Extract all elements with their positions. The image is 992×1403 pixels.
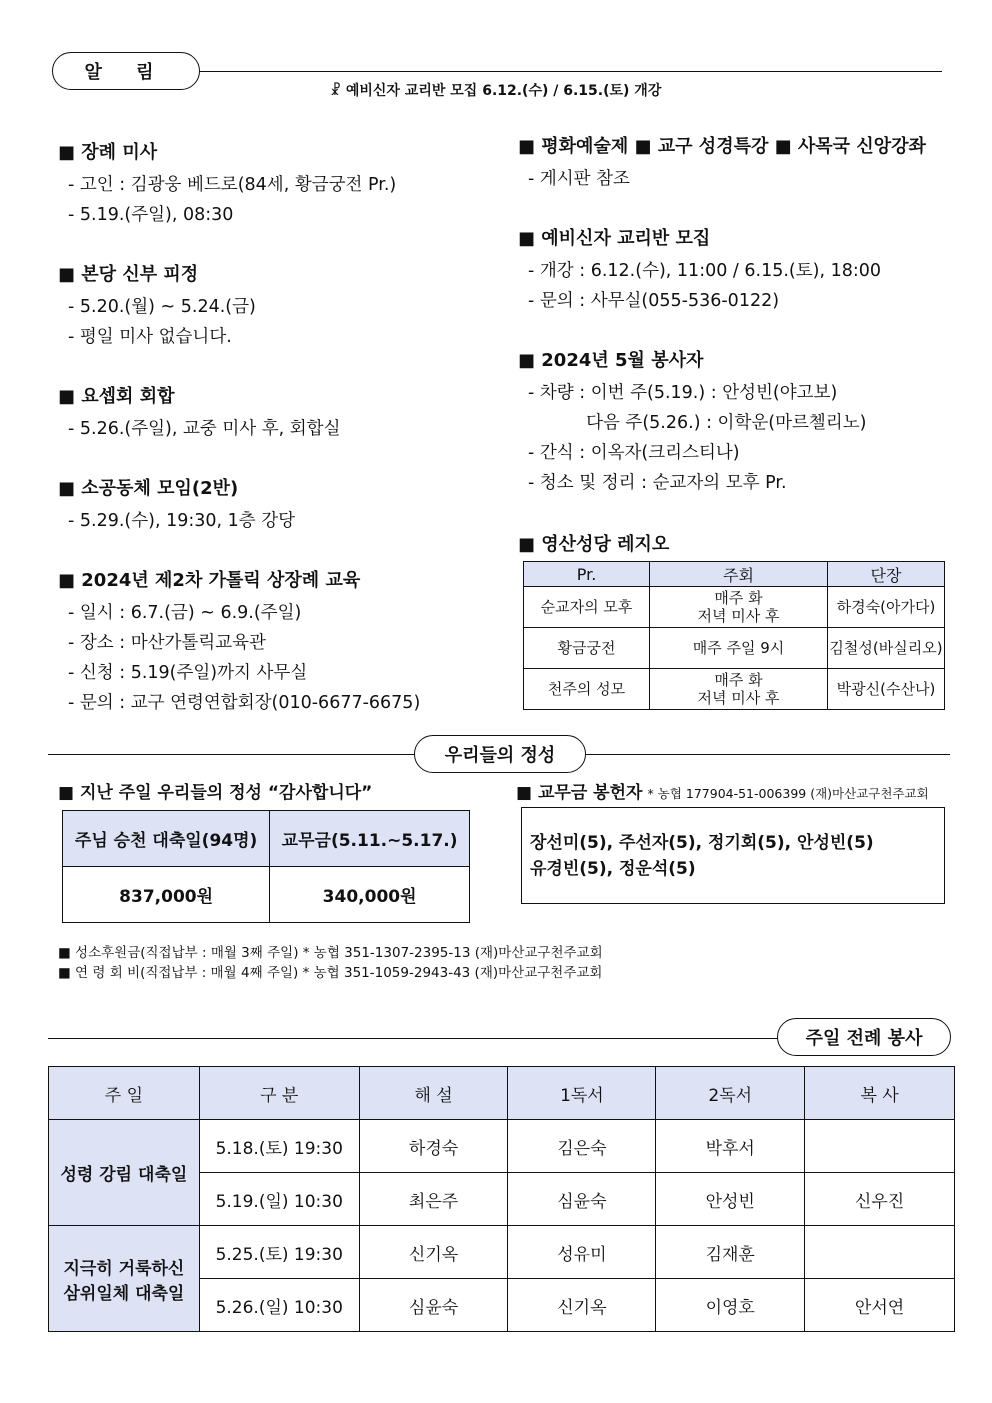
liturgy-header: 1독서 bbox=[508, 1067, 656, 1120]
notice-line: - 5.19.(주일), 08:30 bbox=[68, 205, 234, 225]
donors-account: * 농협 177904-51-006399 (재)마산교구천주교회 bbox=[647, 786, 929, 801]
left-notices bbox=[58, 138, 420, 748]
notice-line: - 5.26.(주일), 교중 미사 후, 회합실 bbox=[68, 419, 341, 439]
liturgy-row bbox=[49, 1120, 955, 1173]
notice-item bbox=[58, 382, 420, 444]
account-line: ■ 연 령 회 비(직접납부 : 매월 4째 주일) * 농협 351-1059-2943-43 (재)마산교구천주교회 bbox=[58, 965, 603, 981]
notice-line: 다음 주(5.26.) : 이학운(마르첼리노) bbox=[528, 413, 867, 433]
liturgy-table bbox=[48, 1066, 955, 1332]
right-notices bbox=[518, 132, 926, 528]
offering-header: 교무금(5.11.~5.17.) bbox=[270, 811, 470, 867]
legio-header: Pr. bbox=[524, 562, 650, 587]
server-name: 안성빈 bbox=[656, 1173, 805, 1226]
notice-line: - 문의 : 교구 연령연합회장(010-6677-6675) bbox=[68, 693, 421, 713]
legio-cell: 매주 주일 9시 bbox=[650, 628, 828, 669]
section-title-notices: 알 림 bbox=[52, 52, 200, 90]
donors-line: 유경빈(5), 정운석(5) bbox=[530, 859, 696, 879]
mass-time: 5.25.(토) 19:30 bbox=[199, 1226, 359, 1279]
server-name bbox=[805, 1226, 955, 1279]
server-name: 심윤숙 bbox=[508, 1173, 656, 1226]
notice-line: - 장소 : 마산가톨릭교육관 bbox=[68, 633, 266, 653]
server-name: 안서연 bbox=[805, 1279, 955, 1332]
offering-header: 주님 승천 대축일(94명) bbox=[63, 811, 270, 867]
notice-line: - 간식 : 이옥자(크리스티나) bbox=[528, 443, 740, 463]
legio-header: 단장 bbox=[828, 562, 945, 587]
notice-item bbox=[58, 474, 420, 536]
server-name: 신기옥 bbox=[359, 1226, 508, 1279]
notice-title: ■ 예비신자 교리반 모집 bbox=[518, 224, 926, 250]
notice-text: 예비신자 교리반 모집 6.12.(수) / 6.15.(토) 개강 bbox=[345, 83, 662, 99]
legio-cell: 매주 화 저녁 미사 후 bbox=[650, 587, 828, 628]
notice-line: - 개강 : 6.12.(수), 11:00 / 6.15.(토), 18:00 bbox=[528, 261, 882, 281]
notice-title: ■ 2024년 제2차 가톨릭 상장례 교육 bbox=[58, 566, 420, 592]
notice-line: - 평일 미사 없습니다. bbox=[68, 327, 232, 347]
notice-title: ■ 본당 신부 피정 bbox=[58, 260, 420, 286]
liturgy-header: 해 설 bbox=[359, 1067, 508, 1120]
legio-row bbox=[524, 587, 945, 628]
liturgy-header: 구 분 bbox=[199, 1067, 359, 1120]
server-name: 신우진 bbox=[805, 1173, 955, 1226]
notice-line: - 5.20.(월) ~ 5.24.(금) bbox=[68, 297, 256, 317]
section-title-offering: 우리들의 정성 bbox=[414, 735, 586, 773]
legio-cell: 하경숙(아가다) bbox=[828, 587, 945, 628]
notice-title: ■ 평화예술제 ■ 교구 성경특강 ■ 사목국 신앙강좌 bbox=[518, 132, 926, 158]
offering-value: 837,000원 bbox=[63, 867, 270, 923]
notice-line: - 문의 : 사무실(055-536-0122) bbox=[528, 291, 780, 311]
notice-title: ■ 요셉회 회합 bbox=[58, 382, 420, 408]
offering-table bbox=[62, 810, 470, 923]
legio-cell: 황금궁전 bbox=[524, 628, 650, 669]
legio-cell: 매주 화 저녁 미사 후 bbox=[650, 669, 828, 710]
offering-value: 340,000원 bbox=[270, 867, 470, 923]
server-name: 박후서 bbox=[656, 1120, 805, 1173]
notice-item bbox=[518, 132, 926, 194]
liturgy-header: 2독서 bbox=[656, 1067, 805, 1120]
donors-heading: ■ 교무금 봉헌자 * 농협 177904-51-006399 (재)마산교구천주교회 bbox=[516, 783, 929, 803]
server-name: 하경숙 bbox=[359, 1120, 508, 1173]
offering-title-text: 지난 주일 우리들의 정성 “감사합니다” bbox=[79, 783, 373, 803]
notice-line: - 게시판 참조 bbox=[528, 169, 630, 189]
server-name: 이영호 bbox=[656, 1279, 805, 1332]
legio-cell: 순교자의 모후 bbox=[524, 587, 650, 628]
notice-item bbox=[58, 260, 420, 352]
notice-item bbox=[58, 138, 420, 230]
feast-name: 지극히 거룩하신 삼위일체 대축일 bbox=[49, 1226, 200, 1332]
server-name: 김재훈 bbox=[656, 1226, 805, 1279]
notice-title: ■ 2024년 5월 봉사자 bbox=[518, 346, 926, 372]
notice-line: - 일시 : 6.7.(금) ~ 6.9.(주일) bbox=[68, 603, 302, 623]
server-name bbox=[805, 1120, 955, 1173]
notice-line: - 청소 및 정리 : 순교자의 모후 Pr. bbox=[528, 473, 787, 493]
legio-cell: 박광신(수산나) bbox=[828, 669, 945, 710]
notice-line: - 차량 : 이번 주(5.19.) : 안성빈(야고보) bbox=[528, 383, 838, 403]
notice-line: - 고인 : 김광웅 베드로(84세, 황금궁전 Pr.) bbox=[68, 175, 397, 195]
mass-time: 5.18.(토) 19:30 bbox=[199, 1120, 359, 1173]
offering-title: ■ 지난 주일 우리들의 정성 “감사합니다” bbox=[58, 783, 373, 803]
notice-item bbox=[518, 224, 926, 316]
legio-table bbox=[523, 561, 945, 710]
notice-title: ■ 장례 미사 bbox=[58, 138, 420, 164]
notice-line: - 5.29.(수), 19:30, 1층 강당 bbox=[68, 511, 296, 531]
account-line: ■ 성소후원금(직접납부 : 매월 3째 주일) * 농협 351-1307-2395-13 (재)마산교구천주교회 bbox=[58, 945, 603, 961]
liturgy-header: 주 일 bbox=[49, 1067, 200, 1120]
server-name: 성유미 bbox=[508, 1226, 656, 1279]
notice-title: ■ 소공동체 모임(2반) bbox=[58, 474, 420, 500]
notice-line: - 신청 : 5.19(주일)까지 사무실 bbox=[68, 663, 308, 683]
legio-title: ■ 영산성당 레지오 bbox=[518, 530, 669, 556]
server-name: 김은숙 bbox=[508, 1120, 656, 1173]
notice-item bbox=[518, 346, 926, 498]
account-info bbox=[58, 943, 603, 983]
mass-time: 5.19.(일) 10:30 bbox=[199, 1173, 359, 1226]
liturgy-header: 복 사 bbox=[805, 1067, 955, 1120]
legio-cell: 천주의 성모 bbox=[524, 669, 650, 710]
liturgy-row bbox=[49, 1226, 955, 1279]
notice-item bbox=[58, 566, 420, 718]
section-title-liturgy: 주일 전례 봉사 bbox=[777, 1018, 951, 1056]
mass-time: 5.26.(일) 10:30 bbox=[199, 1279, 359, 1332]
legio-cell: 김철성(바실리오) bbox=[828, 628, 945, 669]
donors-title: 교무금 봉헌자 bbox=[537, 783, 643, 803]
legio-row bbox=[524, 628, 945, 669]
legio-row bbox=[524, 669, 945, 710]
donors-line: 장선미(5), 주선자(5), 정기회(5), 안성빈(5) bbox=[530, 833, 874, 853]
server-name: 최은주 bbox=[359, 1173, 508, 1226]
feast-name: 성령 강림 대축일 bbox=[49, 1120, 200, 1226]
donors-box bbox=[521, 807, 945, 904]
server-name: 심윤숙 bbox=[359, 1279, 508, 1332]
legio-header: 주회 bbox=[650, 562, 828, 587]
notice-banner bbox=[330, 80, 661, 100]
server-name: 신기옥 bbox=[508, 1279, 656, 1332]
chi-rho-icon: ☧ bbox=[330, 83, 346, 99]
